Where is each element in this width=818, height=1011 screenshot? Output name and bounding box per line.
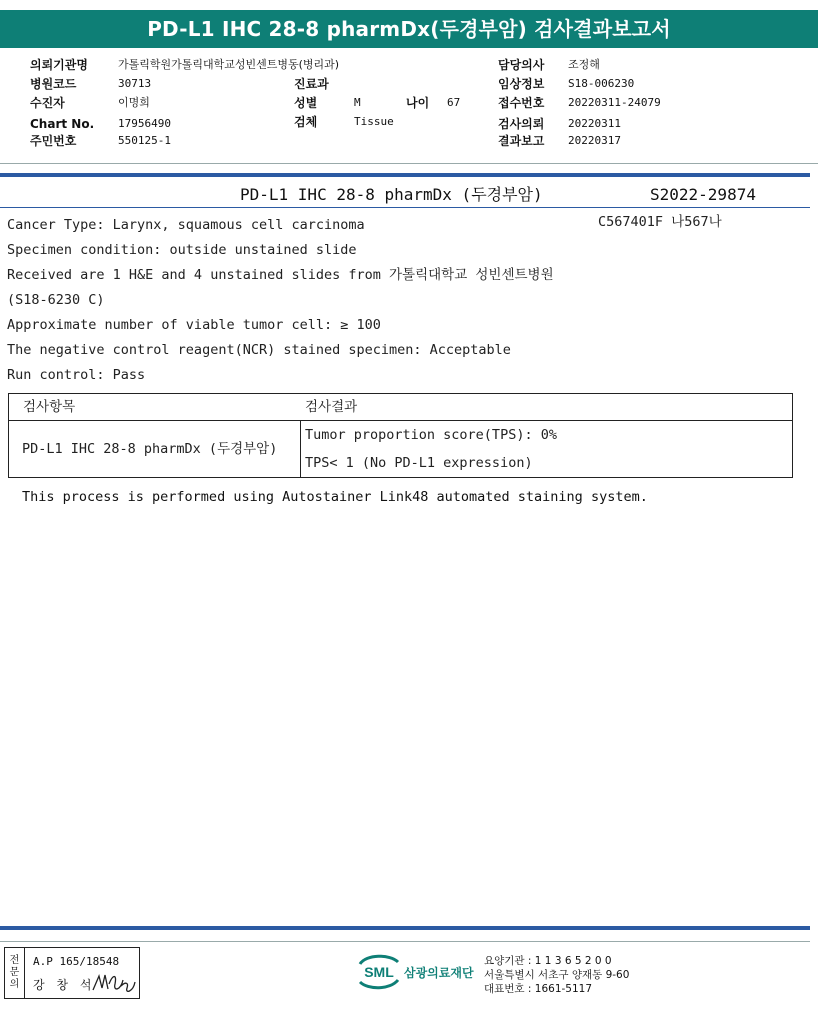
doctor-label: 담당의사 — [498, 58, 545, 72]
report-date-value: 20220317 — [568, 134, 621, 147]
ap-number: A.P 165/18548 — [33, 955, 120, 968]
chart-no-label: Chart No. — [30, 117, 95, 131]
report-title-rule — [0, 207, 810, 208]
report-line: Cancer Type: Larynx, squamous cell carcinoma — [7, 217, 365, 233]
footer-rule — [0, 926, 810, 930]
tps-interpretation: TPS< 1 (No PD-L1 expression) — [305, 455, 533, 471]
clinical-info-value: S18-006230 — [568, 77, 635, 90]
specialist-label-char: 전 — [9, 955, 20, 966]
report-line: Specimen condition: outside unstained slide — [7, 242, 357, 258]
patient-value: 이명희 — [118, 96, 150, 109]
sex-value: M — [354, 96, 361, 109]
hospital-code-value: 30713 — [118, 77, 152, 90]
receipt-no-label: 접수번호 — [498, 96, 545, 110]
chart-no-value: 17956490 — [118, 117, 171, 130]
report-number: S2022-29874 — [650, 185, 756, 204]
patient-label: 수진자 — [30, 96, 65, 110]
col-header-item: 검사항목 — [23, 399, 76, 415]
report-date-label: 결과보고 — [498, 134, 545, 148]
hospital-code-label: 병원코드 — [30, 77, 77, 91]
receipt-no-value: 20220311-24079 — [568, 96, 661, 109]
sex-label: 성별 — [294, 96, 318, 110]
process-note: This process is performed using Autostainer Link48 automated staining system. — [22, 489, 648, 505]
resident-no-value: 550125-1 — [118, 134, 171, 147]
request-date-label: 검사의뢰 — [498, 117, 545, 131]
request-date-value: 20220311 — [568, 117, 621, 130]
specialist-label — [5, 948, 25, 998]
header-divider — [0, 163, 818, 164]
report-line: Approximate number of viable tumor cell: ≥ 100 — [7, 317, 381, 333]
care-institution-no: 요양기관 : 1 1 3 6 5 2 0 0 — [484, 955, 612, 967]
clinical-info-label: 임상정보 — [498, 77, 545, 91]
report-line: Run control: Pass — [7, 367, 146, 383]
sml-logo-text: SML — [364, 964, 394, 980]
result-table-header — [9, 394, 792, 421]
age-label: 나이 — [406, 96, 430, 110]
specimen-code: C567401F 나567나 — [598, 214, 722, 230]
test-name: PD-L1 IHC 28-8 pharmDx (두경부암) — [240, 185, 543, 204]
pathologist-name: 강 창 석 — [33, 978, 96, 992]
org-phone: 대표번호 : 1661-5117 — [484, 983, 593, 995]
report-line: Received are 1 H&E and 4 unstained slides from 가톨릭대학교 성빈센트병원 — [7, 267, 554, 283]
result-table — [8, 393, 793, 478]
report-line: (S18-6230 C) — [7, 292, 105, 308]
org-address: 서울특별시 서초구 양재동 9-60 — [484, 969, 630, 981]
column-divider — [300, 421, 301, 478]
footer-thin-rule — [0, 941, 810, 942]
report-title: PD-L1 IHC 28-8 pharmDx(두경부암) 검사결과보고서 — [0, 10, 818, 48]
org-name: 삼광의료재단 — [404, 966, 474, 980]
department-label: 진료과 — [294, 77, 329, 91]
sml-logo-icon — [356, 952, 402, 992]
test-item: PD-L1 IHC 28-8 pharmDx (두경부암) — [22, 441, 278, 457]
institution-value: 가톨릭학원가톨릭대학교성빈센트병동(병리과) — [118, 58, 340, 71]
specialist-label-char: 문 — [9, 967, 20, 978]
specimen-label: 검체 — [294, 115, 318, 129]
institution-label: 의뢰기관명 — [30, 58, 88, 72]
specialist-label-char: 의 — [9, 979, 20, 990]
tps-score: Tumor proportion score(TPS): 0% — [305, 427, 557, 443]
pathologist-signature-box — [4, 947, 140, 999]
resident-no-label: 주민번호 — [30, 134, 77, 148]
signature-image — [91, 970, 137, 996]
report-line: The negative control reagent(NCR) stained specimen: Acceptable — [7, 342, 511, 358]
age-value: 67 — [447, 96, 461, 109]
specimen-value: Tissue — [354, 115, 394, 128]
doctor-value: 조정해 — [568, 58, 600, 71]
col-header-result: 검사결과 — [305, 399, 358, 415]
report-top-rule — [0, 173, 810, 177]
